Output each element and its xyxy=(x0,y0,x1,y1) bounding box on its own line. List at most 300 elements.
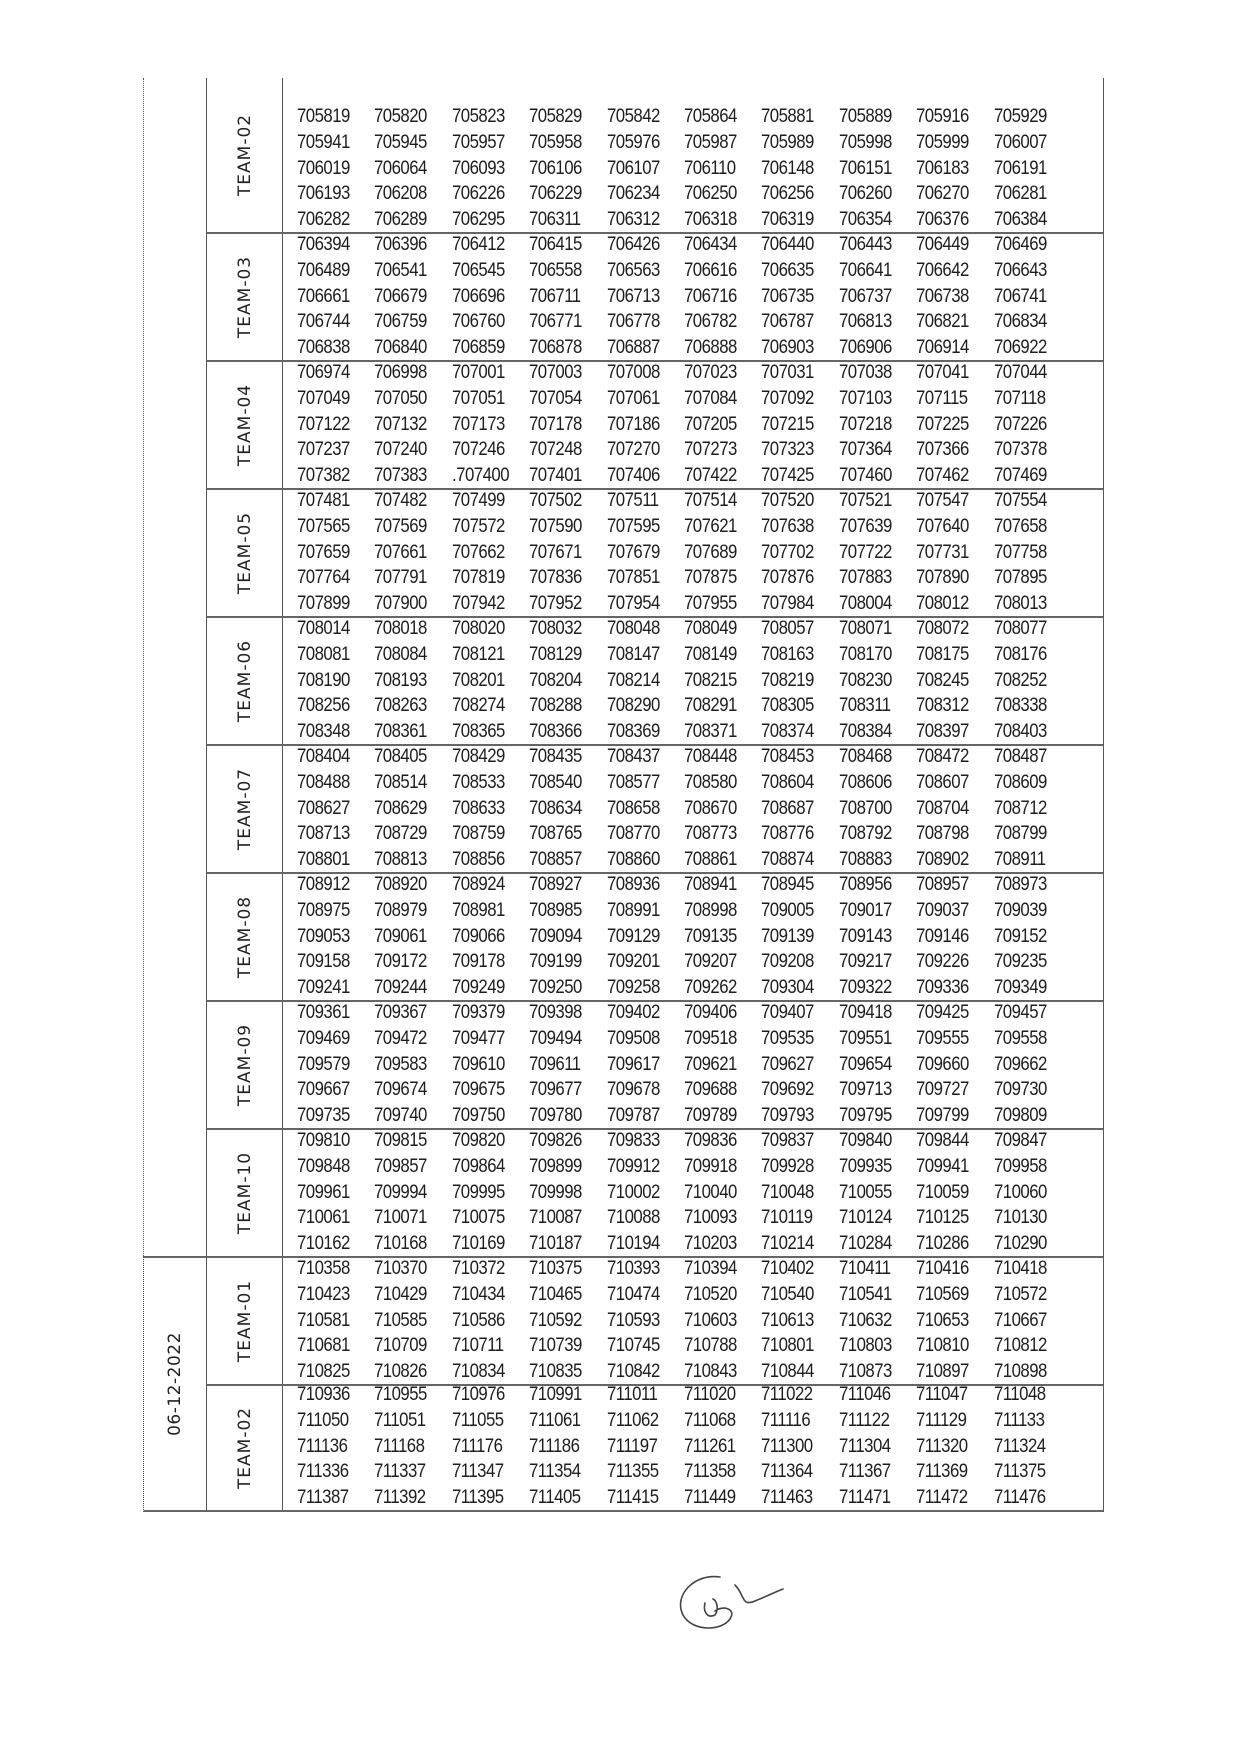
table-row xyxy=(283,718,1103,744)
roll-number: 708448 xyxy=(683,745,737,768)
roll-number: 707103 xyxy=(838,386,892,409)
roll-number: 706415 xyxy=(529,233,583,256)
number-rows xyxy=(283,232,1103,360)
roll-number: 709912 xyxy=(606,1154,660,1177)
number-rows xyxy=(283,744,1103,872)
table-row xyxy=(283,1256,1103,1282)
roll-number: 711320 xyxy=(916,1434,968,1457)
roll-number: 706229 xyxy=(529,182,583,205)
roll-number: 707764 xyxy=(297,566,350,589)
roll-number: 706878 xyxy=(529,335,583,358)
table-row xyxy=(283,283,1103,309)
roll-number: 710803 xyxy=(838,1334,892,1357)
roll-number: 706716 xyxy=(683,284,737,307)
roll-number: 707425 xyxy=(761,463,815,486)
roll-number: 707323 xyxy=(761,438,815,461)
roll-number: 706208 xyxy=(374,182,428,205)
roll-number: 710541 xyxy=(838,1282,892,1305)
roll-number: 705823 xyxy=(451,105,505,128)
number-rows xyxy=(283,360,1103,488)
roll-number: 710284 xyxy=(838,1231,892,1254)
table-row xyxy=(283,590,1103,616)
roll-number: 709961 xyxy=(297,1180,350,1203)
roll-number: 709367 xyxy=(374,1001,428,1024)
roll-number: 710402 xyxy=(761,1257,815,1280)
roll-number: 710474 xyxy=(606,1282,660,1305)
table-row xyxy=(283,565,1103,591)
roll-number: 706541 xyxy=(374,258,428,281)
roll-number: 709477 xyxy=(451,1026,505,1049)
roll-number: 708369 xyxy=(606,719,660,742)
roll-number: 709627 xyxy=(761,1052,815,1075)
roll-number: 711136 xyxy=(297,1434,348,1457)
roll-number: 708014 xyxy=(297,617,350,640)
roll-number: 709840 xyxy=(838,1129,892,1152)
roll-number: 709207 xyxy=(683,950,737,973)
roll-number: 709692 xyxy=(761,1078,815,1101)
team-label-cell xyxy=(207,746,283,872)
table-row xyxy=(283,974,1103,1000)
table-row xyxy=(283,155,1103,181)
table-row xyxy=(283,1333,1103,1359)
roll-number: 709262 xyxy=(683,975,737,998)
roll-number: 706256 xyxy=(761,182,815,205)
roll-number: 706711 xyxy=(529,284,581,307)
roll-number: 706426 xyxy=(606,233,660,256)
team-label: TEAM-04 xyxy=(234,383,255,467)
table-row xyxy=(283,514,1103,540)
roll-number: 709941 xyxy=(916,1154,970,1177)
roll-number: 708048 xyxy=(606,617,660,640)
roll-number: 709551 xyxy=(838,1026,892,1049)
roll-number: 709258 xyxy=(606,975,660,998)
roll-number: 708924 xyxy=(451,873,505,896)
roll-number: 709848 xyxy=(297,1154,350,1177)
table-row xyxy=(283,1205,1103,1231)
roll-number: 711116 xyxy=(761,1408,811,1431)
team-label: TEAM-05 xyxy=(234,511,255,595)
roll-number: 708170 xyxy=(838,642,892,665)
roll-number: 711364 xyxy=(761,1460,813,1483)
roll-number: 708020 xyxy=(451,617,505,640)
roll-number: 706412 xyxy=(451,233,505,256)
roll-number: 707876 xyxy=(761,566,815,589)
roll-number: 711020 xyxy=(683,1383,736,1406)
roll-number: 710801 xyxy=(761,1334,815,1357)
roll-number: 706903 xyxy=(761,335,815,358)
roll-number: 707132 xyxy=(374,412,428,435)
roll-number: 708792 xyxy=(838,822,892,845)
roll-number: 706738 xyxy=(916,284,970,307)
roll-number: 707638 xyxy=(761,514,815,537)
roll-number: 710087 xyxy=(529,1206,583,1229)
team-label-cell xyxy=(207,78,283,232)
roll-number: 708773 xyxy=(683,822,737,845)
team-block xyxy=(207,360,1103,488)
roll-number: 708713 xyxy=(297,822,350,845)
roll-number: 710745 xyxy=(606,1334,660,1357)
team-label: TEAM-02 xyxy=(234,113,255,197)
roll-number: 706782 xyxy=(683,310,737,333)
roll-number: 706974 xyxy=(297,361,350,384)
roll-number: 708256 xyxy=(297,694,350,717)
roll-number: 706270 xyxy=(916,182,970,205)
roll-number: 706193 xyxy=(297,182,350,205)
roll-number: 709660 xyxy=(916,1052,970,1075)
roll-number: 706376 xyxy=(916,207,970,230)
team-label: TEAM-09 xyxy=(234,1023,255,1107)
roll-number: 707118 xyxy=(993,386,1046,409)
roll-number: 707499 xyxy=(451,489,505,512)
roll-number: 707003 xyxy=(529,361,583,384)
team-block xyxy=(207,488,1103,616)
number-rows xyxy=(283,1256,1103,1384)
roll-number: 710812 xyxy=(993,1334,1047,1357)
roll-number: 710835 xyxy=(529,1359,583,1382)
roll-number-table xyxy=(143,78,1104,1512)
roll-number: 706469 xyxy=(993,233,1047,256)
roll-number: 706778 xyxy=(606,310,660,333)
roll-number: 707001 xyxy=(451,361,505,384)
roll-number: 708004 xyxy=(838,591,892,614)
roll-number: 709795 xyxy=(838,1103,892,1126)
table-row xyxy=(283,1358,1103,1384)
roll-number: 707702 xyxy=(761,540,815,563)
roll-number: 708057 xyxy=(761,617,815,640)
roll-number: 710124 xyxy=(838,1206,892,1229)
roll-number: 707273 xyxy=(683,438,737,461)
roll-number: 707639 xyxy=(838,514,892,537)
roll-number: 710130 xyxy=(993,1206,1047,1229)
roll-number: 707383 xyxy=(374,463,428,486)
roll-number: 708305 xyxy=(761,694,815,717)
team-block xyxy=(207,232,1103,360)
roll-number: 710187 xyxy=(529,1231,583,1254)
roll-number: 706563 xyxy=(606,258,660,281)
roll-number: 705916 xyxy=(916,105,970,128)
roll-number: 709857 xyxy=(374,1154,428,1177)
roll-number: 710569 xyxy=(916,1282,970,1305)
roll-number: 708366 xyxy=(529,719,583,742)
roll-number: 709518 xyxy=(683,1026,737,1049)
roll-number: 708700 xyxy=(838,796,892,819)
number-rows xyxy=(283,1000,1103,1128)
roll-number: 707084 xyxy=(683,386,737,409)
roll-number: 707378 xyxy=(993,438,1047,461)
roll-number: 708361 xyxy=(374,719,428,742)
roll-number: 706771 xyxy=(529,310,583,333)
roll-number: 706735 xyxy=(761,284,815,307)
roll-number: 707044 xyxy=(993,361,1047,384)
roll-number: 708633 xyxy=(451,796,505,819)
roll-number: 710540 xyxy=(761,1282,815,1305)
roll-number: 706813 xyxy=(838,310,892,333)
roll-number: 710581 xyxy=(297,1308,350,1331)
roll-number: 710286 xyxy=(916,1231,970,1254)
table-row xyxy=(283,1382,1103,1408)
roll-number: 708215 xyxy=(683,668,737,691)
roll-number: 710075 xyxy=(451,1206,505,1229)
roll-number: 707662 xyxy=(451,540,505,563)
roll-number: 710667 xyxy=(993,1308,1047,1331)
roll-number: 711186 xyxy=(529,1434,580,1457)
roll-number: 709995 xyxy=(451,1180,505,1203)
roll-number: 709815 xyxy=(374,1129,428,1152)
roll-number: 707984 xyxy=(761,591,815,614)
roll-number: 709158 xyxy=(297,950,350,973)
roll-number: 708577 xyxy=(606,770,660,793)
roll-number: 707883 xyxy=(838,566,892,589)
roll-number: 711046 xyxy=(838,1383,891,1406)
table-row xyxy=(283,462,1103,488)
roll-number: 710603 xyxy=(683,1308,737,1331)
roll-number: 710194 xyxy=(606,1231,660,1254)
roll-number: 711336 xyxy=(297,1460,349,1483)
roll-number: 710088 xyxy=(606,1206,660,1229)
roll-number: 706922 xyxy=(993,335,1047,358)
roll-number: 708799 xyxy=(993,822,1047,845)
roll-number: 708488 xyxy=(297,770,350,793)
roll-number: 710955 xyxy=(374,1383,428,1406)
roll-number: 707051 xyxy=(451,386,505,409)
roll-number: 706434 xyxy=(683,233,737,256)
roll-number: 709713 xyxy=(838,1078,892,1101)
roll-number: 708606 xyxy=(838,770,892,793)
roll-number: 708129 xyxy=(529,642,583,665)
roll-number: 707041 xyxy=(916,361,970,384)
roll-number: 711022 xyxy=(761,1383,813,1406)
roll-number: 709535 xyxy=(761,1026,815,1049)
roll-number: 708263 xyxy=(374,694,428,717)
number-rows xyxy=(283,104,1103,232)
table-row xyxy=(283,1307,1103,1333)
roll-number: 708920 xyxy=(374,873,428,896)
roll-number: 708704 xyxy=(916,796,970,819)
roll-number: 709406 xyxy=(683,1001,737,1024)
roll-number: 708397 xyxy=(916,719,970,742)
roll-number: 708712 xyxy=(993,796,1047,819)
roll-number: 707875 xyxy=(683,566,737,589)
roll-number: 708874 xyxy=(761,847,815,870)
roll-number: 709407 xyxy=(761,1001,815,1024)
roll-number: 706319 xyxy=(761,207,815,230)
roll-number: 707900 xyxy=(374,591,428,614)
roll-number: 706234 xyxy=(606,182,660,205)
roll-number: 707547 xyxy=(916,489,970,512)
roll-number: 707237 xyxy=(297,438,350,461)
roll-number: 711392 xyxy=(374,1485,427,1508)
roll-number: 709418 xyxy=(838,1001,892,1024)
roll-number: 709583 xyxy=(374,1052,428,1075)
roll-number: 708312 xyxy=(916,694,970,717)
roll-number: 706093 xyxy=(451,156,505,179)
roll-number: 707621 xyxy=(683,514,737,537)
roll-number: 708912 xyxy=(297,873,350,896)
roll-number: 709579 xyxy=(297,1052,350,1075)
roll-number: 708072 xyxy=(916,617,970,640)
roll-number: 706440 xyxy=(761,233,815,256)
roll-number: 711369 xyxy=(916,1460,968,1483)
roll-number: 707460 xyxy=(838,463,892,486)
roll-number: 711415 xyxy=(606,1485,659,1508)
roll-number: 709750 xyxy=(451,1103,505,1126)
roll-number: 707590 xyxy=(529,514,583,537)
team-label: TEAM-06 xyxy=(234,639,255,723)
roll-number: 706759 xyxy=(374,310,428,333)
roll-number: 711133 xyxy=(993,1408,1044,1431)
roll-number: 709037 xyxy=(916,898,970,921)
roll-number: 708081 xyxy=(297,642,350,665)
roll-number: 709472 xyxy=(374,1026,428,1049)
roll-number: 705941 xyxy=(297,130,350,153)
roll-number: 707023 xyxy=(683,361,737,384)
roll-number: 707248 xyxy=(529,438,583,461)
roll-number: 709152 xyxy=(993,924,1047,947)
roll-number: 711405 xyxy=(529,1485,581,1508)
roll-number: 705957 xyxy=(451,130,505,153)
roll-number: 708533 xyxy=(451,770,505,793)
roll-number: 709610 xyxy=(451,1052,505,1075)
table-row xyxy=(283,130,1103,156)
table-row xyxy=(283,693,1103,719)
roll-number: 708957 xyxy=(916,873,970,896)
number-rows xyxy=(283,616,1103,744)
roll-number: 710586 xyxy=(451,1308,505,1331)
roll-number: 708374 xyxy=(761,719,815,742)
roll-number: 709322 xyxy=(838,975,892,998)
roll-number: 706737 xyxy=(838,284,892,307)
roll-number: 709740 xyxy=(374,1103,428,1126)
roll-number: 708729 xyxy=(374,822,428,845)
roll-number: 709555 xyxy=(916,1026,970,1049)
roll-number: 709820 xyxy=(451,1129,505,1152)
roll-number: 707572 xyxy=(451,514,505,537)
table-row xyxy=(283,1154,1103,1180)
table-row xyxy=(283,411,1103,437)
roll-number: 709508 xyxy=(606,1026,660,1049)
roll-number: 706713 xyxy=(606,284,660,307)
roll-number: 711472 xyxy=(916,1485,968,1508)
roll-number: 709675 xyxy=(451,1078,505,1101)
roll-number: 706888 xyxy=(683,335,737,358)
table-row xyxy=(283,539,1103,565)
number-rows xyxy=(283,1128,1103,1256)
roll-number: 706311 xyxy=(529,207,581,230)
roll-number: 708801 xyxy=(297,847,350,870)
roll-number: 710681 xyxy=(297,1334,350,1357)
roll-number: 711449 xyxy=(683,1485,736,1508)
roll-number: 709053 xyxy=(297,924,350,947)
roll-number: 707569 xyxy=(374,514,428,537)
roll-number: 707836 xyxy=(529,566,583,589)
roll-number: 709241 xyxy=(297,975,350,998)
roll-number: 711395 xyxy=(451,1485,504,1508)
roll-number: 711476 xyxy=(993,1485,1046,1508)
table-row xyxy=(283,1230,1103,1256)
roll-number: 708776 xyxy=(761,822,815,845)
roll-number: 710162 xyxy=(297,1231,350,1254)
table-row xyxy=(283,846,1103,872)
roll-number: 710119 xyxy=(761,1206,813,1229)
roll-number: 711011 xyxy=(606,1383,657,1406)
roll-number: 708902 xyxy=(916,847,970,870)
roll-number: 709226 xyxy=(916,950,970,973)
roll-number: 707218 xyxy=(838,412,892,435)
roll-number: 709780 xyxy=(529,1103,583,1126)
roll-number: 709005 xyxy=(761,898,815,921)
roll-number: 710936 xyxy=(297,1383,350,1406)
roll-number: 708487 xyxy=(993,745,1047,768)
roll-number: 706281 xyxy=(993,182,1047,205)
roll-number: 709017 xyxy=(838,898,892,921)
roll-number: 706312 xyxy=(606,207,660,230)
roll-number: 709899 xyxy=(529,1154,583,1177)
table-row xyxy=(283,181,1103,207)
roll-number: 706354 xyxy=(838,207,892,230)
roll-number: 708084 xyxy=(374,642,428,665)
team-label-cell xyxy=(207,362,283,488)
roll-number: 708190 xyxy=(297,668,350,691)
roll-number: 707115 xyxy=(916,386,968,409)
roll-number: 707186 xyxy=(606,412,660,435)
roll-number: 706107 xyxy=(606,156,660,179)
roll-number: 708770 xyxy=(606,822,660,845)
roll-number: 706289 xyxy=(374,207,428,230)
roll-number: 707671 xyxy=(529,540,583,563)
roll-number: 710613 xyxy=(761,1308,815,1331)
roll-number: 706007 xyxy=(993,130,1047,153)
roll-number: 709621 xyxy=(683,1052,737,1075)
table-row xyxy=(283,1051,1103,1077)
roll-number: 710002 xyxy=(606,1180,660,1203)
roll-number: 709172 xyxy=(374,950,428,973)
roll-number: 707954 xyxy=(606,591,660,614)
roll-number: 708245 xyxy=(916,668,970,691)
roll-number: 710825 xyxy=(297,1359,350,1382)
roll-number: 706148 xyxy=(761,156,815,179)
roll-number: 705989 xyxy=(761,130,815,153)
roll-number: 707689 xyxy=(683,540,737,563)
roll-number: 710393 xyxy=(606,1257,660,1280)
roll-number: 710055 xyxy=(838,1180,892,1203)
roll-number: 709994 xyxy=(374,1180,428,1203)
roll-number: 710592 xyxy=(529,1308,583,1331)
roll-number: 707554 xyxy=(993,489,1047,512)
roll-number: 711061 xyxy=(529,1408,581,1431)
table-row xyxy=(283,488,1103,514)
team-label: TEAM-10 xyxy=(234,1151,255,1235)
roll-number: 708012 xyxy=(916,591,970,614)
roll-number: 708290 xyxy=(606,694,660,717)
roll-number: 708384 xyxy=(838,719,892,742)
roll-number: 705998 xyxy=(838,130,892,153)
roll-number: 710418 xyxy=(993,1257,1047,1280)
roll-number: 709349 xyxy=(993,975,1047,998)
roll-number: 708883 xyxy=(838,847,892,870)
roll-number: 710976 xyxy=(451,1383,505,1406)
roll-number: 707049 xyxy=(297,386,350,409)
roll-number: 709178 xyxy=(451,950,505,973)
roll-number: 710585 xyxy=(374,1308,428,1331)
roll-number: 710897 xyxy=(916,1359,970,1382)
roll-number: 707661 xyxy=(374,540,428,563)
table-row xyxy=(283,1026,1103,1052)
roll-number: 707462 xyxy=(916,463,970,486)
roll-number: 707482 xyxy=(374,489,428,512)
roll-number: 711122 xyxy=(838,1408,890,1431)
roll-number: 711324 xyxy=(993,1434,1046,1457)
table-row xyxy=(283,1408,1103,1434)
